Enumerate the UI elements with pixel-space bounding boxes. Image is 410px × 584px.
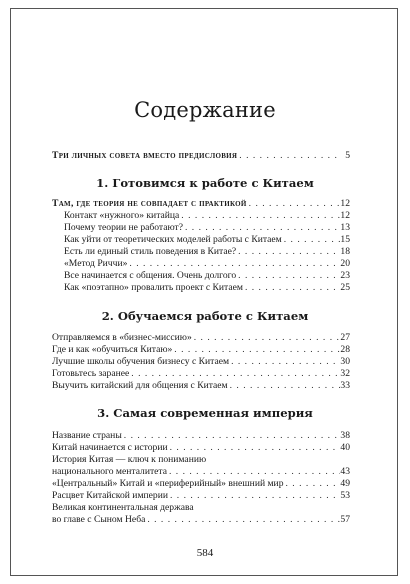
toc-entry-text: во главе с Сыном Неба xyxy=(52,514,146,525)
dot-leader xyxy=(172,344,340,356)
toc-entry-intro xyxy=(52,150,350,162)
toc-entry-text: Есть ли единый стиль поведения в Китае? xyxy=(64,246,237,257)
toc-entry xyxy=(52,430,350,442)
dot-leader xyxy=(183,222,340,234)
toc-entry-text: Там, где теория не совпадает с практикой xyxy=(52,198,247,209)
toc-entry-text: Почему теории не работают? xyxy=(64,222,183,233)
toc-entry-text: «Центральный» Китай и «периферийный» внешний мир xyxy=(52,478,284,489)
dot-leader xyxy=(192,332,340,344)
dot-leader xyxy=(282,234,340,246)
page-number: 584 xyxy=(196,547,214,559)
toc-entry-text: национального менталитета xyxy=(52,466,167,477)
toc-entry-page: 12 xyxy=(340,198,350,209)
toc-entry-page: 27 xyxy=(340,332,350,343)
toc-entry xyxy=(52,332,350,344)
section-heading-1: 1. Готовимся к работе с Китаем xyxy=(96,176,314,190)
toc-entry-page: 25 xyxy=(340,282,350,293)
toc-entry-page: 13 xyxy=(340,222,350,233)
toc-entry-text: Готовьтесь заранее xyxy=(52,368,130,379)
toc-entry-page: 32 xyxy=(340,368,350,379)
section-heading-3: 3. Самая современная империя xyxy=(97,406,313,420)
toc-entry-text: Три личных совета вместо предисловия xyxy=(52,150,238,161)
toc-entry-page: 15 xyxy=(340,234,350,245)
toc-entry-page: 5 xyxy=(345,150,350,161)
toc-entry xyxy=(52,490,350,502)
toc-entry-text: Как «поэтапно» провалить проект с Китаем xyxy=(64,282,243,293)
dot-leader xyxy=(243,282,340,294)
toc-entry xyxy=(64,222,350,234)
toc-entry-page: 23 xyxy=(340,270,350,281)
toc-entry-page: 49 xyxy=(340,478,350,489)
toc-entry-text: Великая континентальная держава xyxy=(52,502,194,513)
toc-entry-line xyxy=(52,454,350,466)
dot-leader xyxy=(236,270,340,282)
dot-leader xyxy=(236,246,340,258)
toc-entry xyxy=(52,368,350,380)
toc-entry xyxy=(52,466,350,478)
toc-entry xyxy=(64,282,350,294)
toc-entry-page: 30 xyxy=(340,356,350,367)
dot-leader xyxy=(229,356,340,368)
toc-entry xyxy=(52,478,350,490)
toc-entry-text: История Китая — ключ к пониманию xyxy=(52,454,207,465)
toc-entry-page: 20 xyxy=(340,258,350,269)
toc-entry xyxy=(64,234,350,246)
toc-entry xyxy=(52,380,350,392)
dot-leader xyxy=(168,490,340,502)
dot-leader xyxy=(179,210,340,222)
toc-entry-page: 28 xyxy=(340,344,350,355)
toc-entry-page: 18 xyxy=(340,246,350,257)
toc-entry-text: Расцвет Китайской империи xyxy=(52,490,168,501)
toc-subheading xyxy=(52,198,350,210)
toc-entry-text: Выучить китайский для общения с Китаем xyxy=(52,380,228,391)
toc-entry xyxy=(64,270,350,282)
toc-entry xyxy=(52,442,350,454)
toc-entry-page: 43 xyxy=(340,466,350,477)
toc-entry-text: Как уйти от теоретических моделей работы с Китаем xyxy=(64,234,282,245)
toc-entry-text: Все начинается с общения. Очень долгого xyxy=(64,270,237,281)
toc-entry xyxy=(52,344,350,356)
toc-entry-page: 38 xyxy=(340,430,350,441)
toc-entry-text: «Метод Риччи» xyxy=(64,258,128,269)
toc-entry xyxy=(52,514,350,526)
toc-entry-page: 12 xyxy=(340,210,350,221)
toc-entry-text: Где и как «обучиться Китаю» xyxy=(52,344,173,355)
toc-entry xyxy=(64,258,350,270)
toc-entry-text: Лучшие школы обучения бизнесу с Китаем xyxy=(52,356,230,367)
toc-entry-page: 57 xyxy=(340,514,350,525)
dot-leader xyxy=(127,258,340,270)
toc-entry-text: Контакт «нужного» китайца xyxy=(64,210,180,221)
toc-entry-line xyxy=(52,502,350,514)
dot-leader xyxy=(129,368,340,380)
toc-entry-text: Название страны xyxy=(52,430,122,441)
dot-leader xyxy=(284,478,341,490)
toc-entry-text: Отправляемся в «бизнес-миссию» xyxy=(52,332,192,343)
toc-title: Содержание xyxy=(134,98,276,122)
dot-leader xyxy=(145,514,340,526)
toc-entry-page: 53 xyxy=(340,490,350,501)
toc-entry xyxy=(64,210,350,222)
toc-entry xyxy=(52,356,350,368)
dot-leader xyxy=(228,380,340,392)
toc-entry-page: 33 xyxy=(340,380,350,391)
toc-entry xyxy=(64,246,350,258)
section-heading-2: 2. Обучаемся работе с Китаем xyxy=(101,309,309,323)
dot-leader xyxy=(168,442,340,454)
dot-leader xyxy=(237,150,340,162)
dot-leader xyxy=(122,430,340,442)
toc-entry-text: Китай начинается с истории xyxy=(52,442,168,453)
dot-leader xyxy=(167,466,340,478)
dot-leader xyxy=(247,198,340,210)
toc-entry-page: 40 xyxy=(340,442,350,453)
